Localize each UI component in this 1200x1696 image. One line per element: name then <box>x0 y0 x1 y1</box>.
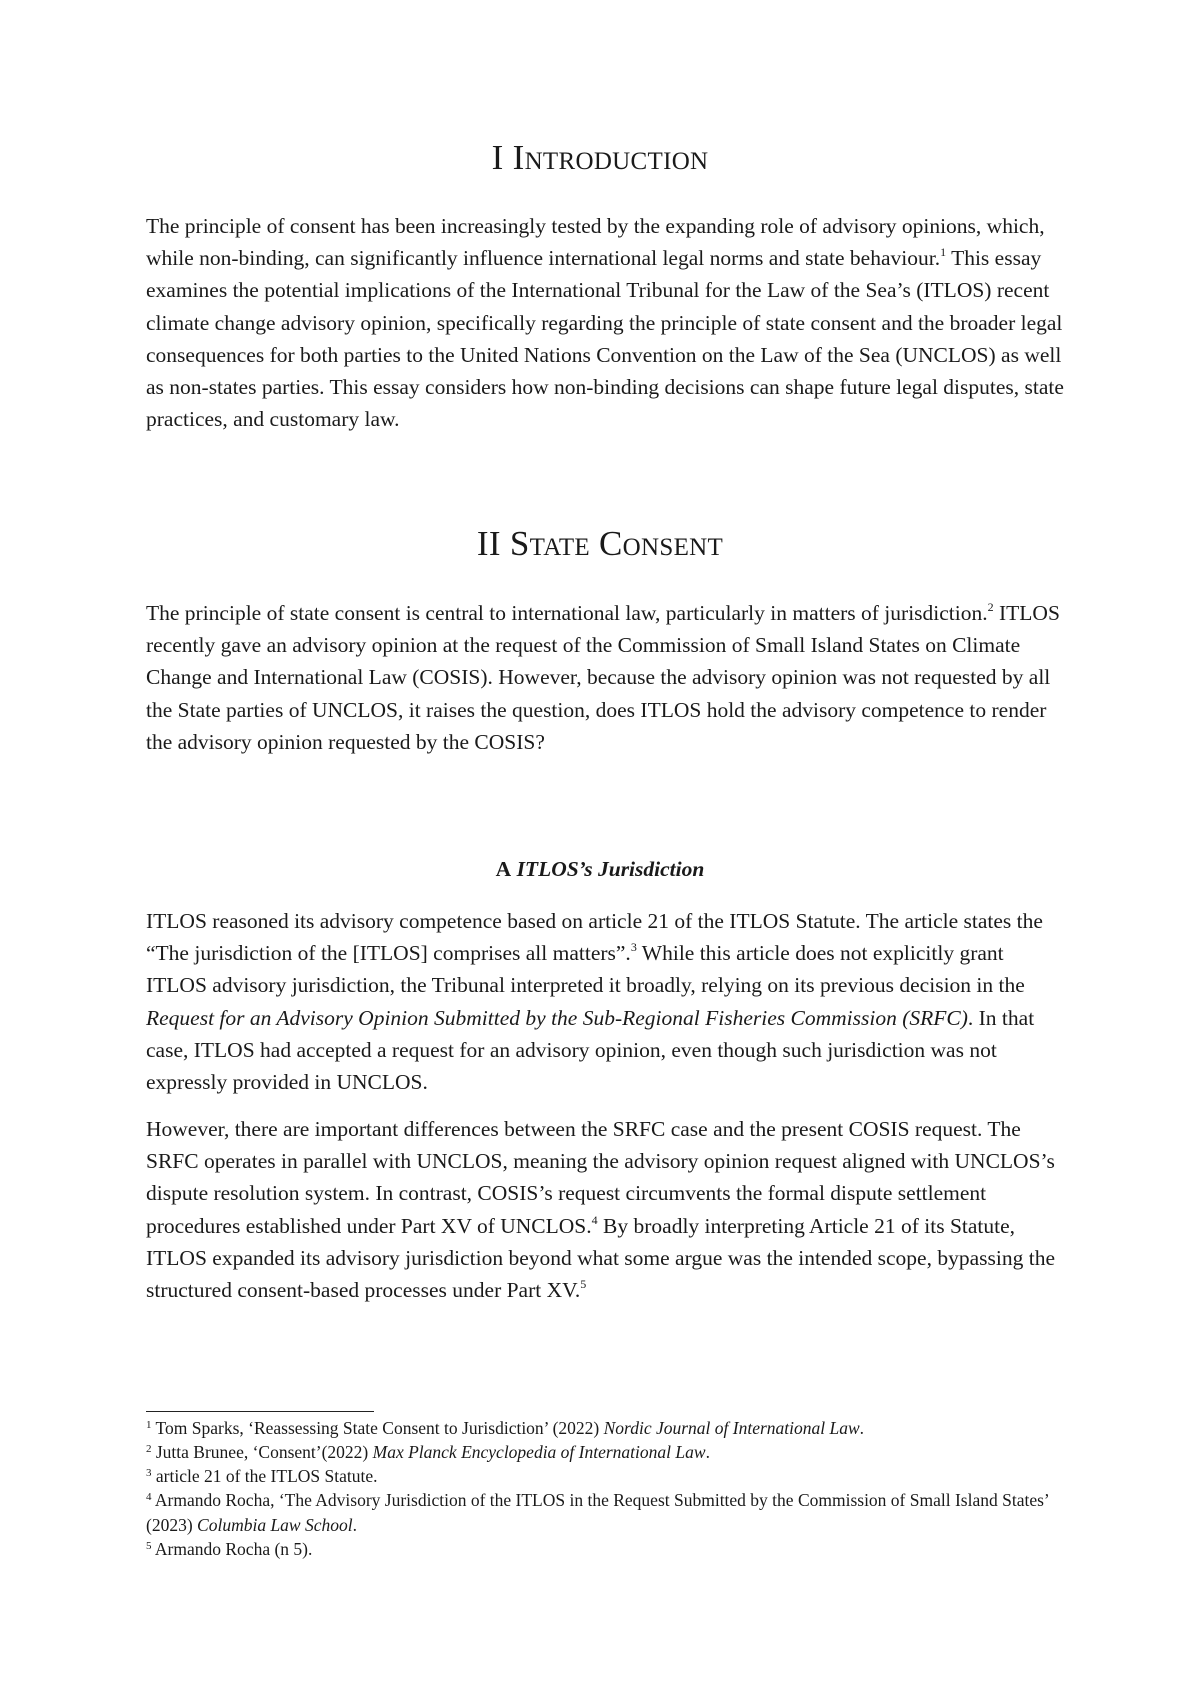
footnote-end: . <box>859 1418 865 1438</box>
footnote-text: article 21 of the ITLOS Statute. <box>151 1466 378 1486</box>
footnote-source: Columbia Law School <box>197 1514 353 1535</box>
jurisdiction-paragraph-1 <box>146 905 1066 1098</box>
footnote-number: 4 <box>146 1491 152 1503</box>
paragraph-text: However, there are important differences between the SRFC case and the present COSIS request. The SRFC operates in parallel with UNCLOS, meaning the advisory opinion request aligned with UNCLOS’s dispute resolution system. In contrast, COSIS’s request circumvents the formal dispute settlement procedures established under Part XV of UNCLOS. <box>146 1117 1055 1238</box>
footnote-text: Armando Rocha, ‘The Advisory Jurisdiction of the ITLOS in the Request Submitted by the Commission of Small Island States’ (2023) <box>146 1490 1049 1535</box>
section-title: Introduction <box>512 138 709 177</box>
case-name: Request for an Advisory Opinion Submitted by the Sub-Regional Fisheries Commission (SRFC) <box>146 1005 968 1030</box>
paragraph-text: This essay examines the potential implications of the International Tribunal for the Law of the Sea’s (ITLOS) recent climate change advisory opinion, specifically regarding the principle of state consent and the broader legal consequences for both parties to the United Nations Convention on the Law of the Sea (UNCLOS) as well as non-states parties. This essay considers how non-binding decisions can shape future legal disputes, state practices, and customary law. <box>146 246 1064 432</box>
footnote-number: 5 <box>146 1540 152 1552</box>
footnote-source: Max Planck Encyclopedia of International Law <box>372 1442 706 1462</box>
footnote-number: 3 <box>146 1467 152 1479</box>
subsection-title: ITLOS’s Jurisdiction <box>516 857 705 881</box>
footnote-text: Tom Sparks, ‘Reassessing State Consent to Jurisdiction’ (2022) <box>151 1418 604 1438</box>
section-heading-introduction <box>0 138 1200 178</box>
subsection-heading-jurisdiction <box>0 857 1200 882</box>
paragraph-text: The principle of state consent is central to international law, particularly in matters of jurisdiction. <box>146 601 988 625</box>
section-heading-state-consent <box>0 524 1200 564</box>
footnote-source: Nordic Journal of International Law <box>603 1418 860 1438</box>
state-consent-paragraph <box>146 597 1066 758</box>
paragraph-text: ITLOS recently gave an advisory opinion at the request of the Commission of Small Island States on Climate Change and International Law (COSIS). However, because the advisory opinion was not requested by all the State parties of UNCLOS, it raises the question, does ITLOS hold the advisory competence to render the advisory opinion requested by the COSIS? <box>146 601 1060 754</box>
footnote-end: . <box>705 1442 710 1462</box>
paragraph-text: The principle of consent has been increasingly tested by the expanding role of advisory opinions, which, while non-binding, can significantly influence international legal norms and state behaviour. <box>146 214 1045 271</box>
section-numeral: I <box>491 138 504 177</box>
footnote-separator <box>146 1411 374 1412</box>
footnote-1 <box>146 1416 1066 1441</box>
footnote-ref[interactable]: 1 <box>940 245 947 260</box>
footnote-end: . <box>352 1514 357 1535</box>
footnote-4 <box>146 1488 1066 1537</box>
footnote-number: 1 <box>146 1419 152 1431</box>
jurisdiction-paragraph-2 <box>146 1113 1066 1306</box>
paragraph-text: While this article does not explicitly grant ITLOS advisory jurisdiction, the Tribunal interpreted it broadly, relying on its previous decision in the <box>146 941 1025 998</box>
footnote-2 <box>146 1440 1066 1465</box>
section-title: State Consent <box>509 524 724 563</box>
section-numeral: II <box>476 524 501 563</box>
paragraph-text: ITLOS reasoned its advisory competence based on article 21 of the ITLOS Statute. The article states the “The jurisdiction of the [ITLOS] comprises all matters”. <box>146 909 1043 966</box>
subsection-letter: A <box>495 857 512 881</box>
footnote-ref[interactable]: 4 <box>591 1212 598 1227</box>
paragraph-text: . In that case, ITLOS had accepted a request for an advisory opinion, even though such jurisdiction was not expressly provided in UNCLOS. <box>146 1005 1035 1095</box>
footnote-ref[interactable]: 5 <box>580 1277 587 1292</box>
footnote-text: Jutta Brunee, ‘Consent’(2022) <box>151 1442 373 1462</box>
paragraph-text: By broadly interpreting Article 21 of its Statute, ITLOS expanded its advisory jurisdiction beyond what some argue was the intended scope, bypassing the structured consent-based processes under Part XV. <box>146 1213 1055 1303</box>
footnote-ref[interactable]: 3 <box>630 940 637 955</box>
introduction-paragraph <box>146 210 1066 435</box>
footnote-5 <box>146 1537 1066 1562</box>
footnote-text: Armando Rocha (n 5). <box>151 1539 313 1559</box>
footnote-number: 2 <box>146 1443 152 1455</box>
footnote-ref[interactable]: 2 <box>987 600 994 614</box>
footnote-3 <box>146 1464 1066 1489</box>
